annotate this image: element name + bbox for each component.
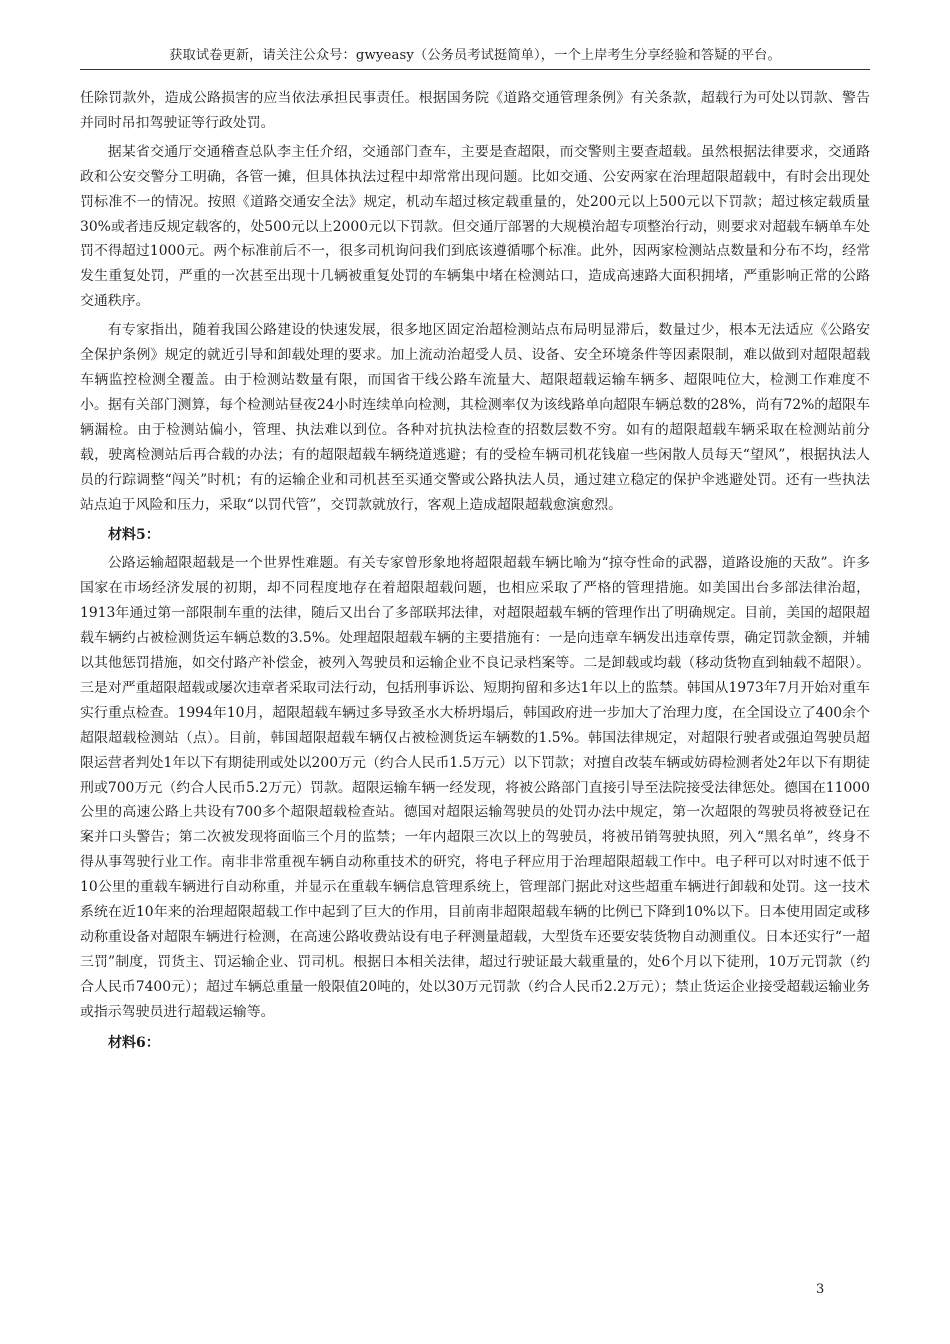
page-header: 获取试卷更新，请关注公众号：gwyeasy（公务员考试挺简单），一个上岸考生分享经验和答疑的平台。: [169, 48, 781, 63]
paragraph-expert-opinion: 有专家指出，随着我国公路建设的快速发展，很多地区固定治超检测站点布局明显滞后，数量过少，根本无法适应《公路安全保护条例》规定的就近引导和卸载处理的要求。加上流动治超受人员、设备、安全环境条件等因素限制，难以做到对超限超载车辆监控检测全覆盖。由于检测站数量有限，而国省干线公路车流量大、超限超载运输车辆多、超限吨位大，检测工作难度不小。据有关部门测算，每个检测站昼夜24小时连续单向检测，其检测率仅为该线路单向超限车辆总数的28%，尚有72%的超限车辆漏检。由于检测站偏小，管理、执法难以到位。各种对抗执法检查的招数层数不穷。如有的超限超载车辆采取在检测站前分载，驶离检测站后再合载的办法；有的超限超载车辆绕道逃避；有的受检车辆司机花钱雇一些闲散人员每天“望风”，根据执法人员的行踪调整“闯关”时机；有的运输企业和司机甚至买通交警或公路执法人员，通过建立稳定的保护伞逃避处罚。还有一些执法站点迫于风险和压力，采取“以罚代管”，交罚款就放行，客观上造成超限超载愈演愈烈。: [80, 322, 870, 513]
material-5-paragraph: 公路运输超限超载是一个世界性难题。有关专家曾形象地将超限超载车辆比喻为“掠夺性命的武器，道路设施的天敌”。许多国家在市场经济发展的初期，却不同程度地存在着超限超载问题，也相应采取了严格的管理措施。如美国出台多部法律治超，1913年通过第一部限制车重的法律，随后又出台了多部联邦法律，对超限超载车辆的管理作出了明确规定。目前，美国的超限超载车辆约占被检测货运车辆总数的3.5%。处理超限超载车辆的主要措施有：一是向违章车辆发出违章传票，确定罚款金额，并辅以其他惩罚措施，如交付路产补偿金，被列入驾驶员和运输企业不良记录档案等。二是卸载或均载（移动货物直到轴载不超限）。三是对严重超限超载或屡次违章者采取司法行动，包括刑事诉讼、短期拘留和多达1年以上的监禁。韩国从1973年7月开始对重车实行重点检查。1994年10月，超限超载车辆过多导致圣水大桥坍塌后，韩国政府进一步加大了治理力度，在全国设立了400余个超限超载检测站（点）。目前，韩国超限超载车辆仅占被检测货运车辆数的1.5%。韩国法律规定，对超限行驶者或强迫驾驶员超限运营者判处1年以下有期徒刑或处以200万元（约合人民币1.5万元）以下罚款；对擅自改装车辆或妨碍检测者处2年以下有期徒刑或700万元（约合人民币5.2万元）罚款。超限运输车辆一经发现，将被公路部门直接引导至法院接受法律惩处。德国在11000公里的高速公路上共设有700多个超限超载检查站。德国对超限运输驾驶员的处罚办法中规定，第一次超限的驾驶员将被登记在案并口头警告；第二次被发现将面临三个月的监禁；一年内超限三次以上的驾驶员，将被吊销驾驶执照，列入“黑名单”，终身不得从事驾驶行业工作。南非非常重视车辆自动称重技术的研究，将电子秤应用于治理超限超载工作中。电子秤可以对时速不低于10公里的重载车辆进行自动称重，并显示在重载车辆信息管理系统上，管理部门据此对这些超重车辆进行卸载和处罚。这一技术系统在近10年来的治理超限超载工作中起到了巨大的作用，目前南非超限超载车辆的比例已下降到10%以下。日本使用固定或移动称重设备对超限车辆进行检测，在高速公路收费站设有电子秤测量超载，大型货车还要安装货物自动测重仪。日本还实行“一超三罚”制度，罚货主、罚运输企业、罚司机。根据日本相关法律，超过行驶证最大载重量的，处6个月以下徒刑，10万元罚款（约合人民币7400元）；超过车辆总重量一般限值20吨的，处以30万元罚款（约合人民币2.2万元）；禁止货运企业接受超载运输业务或指示驾驶员进行超载运输等。: [80, 555, 870, 1020]
page-number: 3: [816, 1282, 825, 1297]
paragraph-inspection-departments: 据某省交通厅交通稽查总队李主任介绍，交通部门查车，主要是查超限，而交警则主要查超载。虽然根据法律要求，交通路政和公安交警分工明确，各管一摊，但具体执法过程中却常常出现问题。比如交通、公安两家在治理超限超载中，有时会出现处罚标准不一的情况。按照《道路交通安全法》规定，机动车超过核定载重量的，处200元以上500元以下罚款；超过核定载质量30%或者违反规定载客的，处500元以上2000元以下罚款。但交通厅部署的大规模治超专项整治行动，则要求对超载车辆单车处罚不得超过1000元。两个标准前后不一，很多司机询问我们到底该遵循哪个标准。此外，因两家检测站点数量和分布不均，经常发生重复处罚，严重的一次甚至出现十几辆被重复处罚的车辆集中堵在检测站口，造成高速路大面积拥堵，严重影响正常的公路交通秩序。: [80, 143, 870, 310]
material-5-heading: 材料5：: [108, 527, 160, 544]
material-6-heading: 材料6：: [108, 1034, 160, 1051]
document-body: [80, 86, 870, 1059]
header-divider: [80, 69, 870, 70]
paragraph-continued: 任除罚款外，造成公路损害的应当依法承担民事责任。根据国务院《道路交通管理条例》有关条款，超载行为可处以罚款、警告并同时吊扣驾驶证等行政处罚。: [80, 90, 870, 131]
